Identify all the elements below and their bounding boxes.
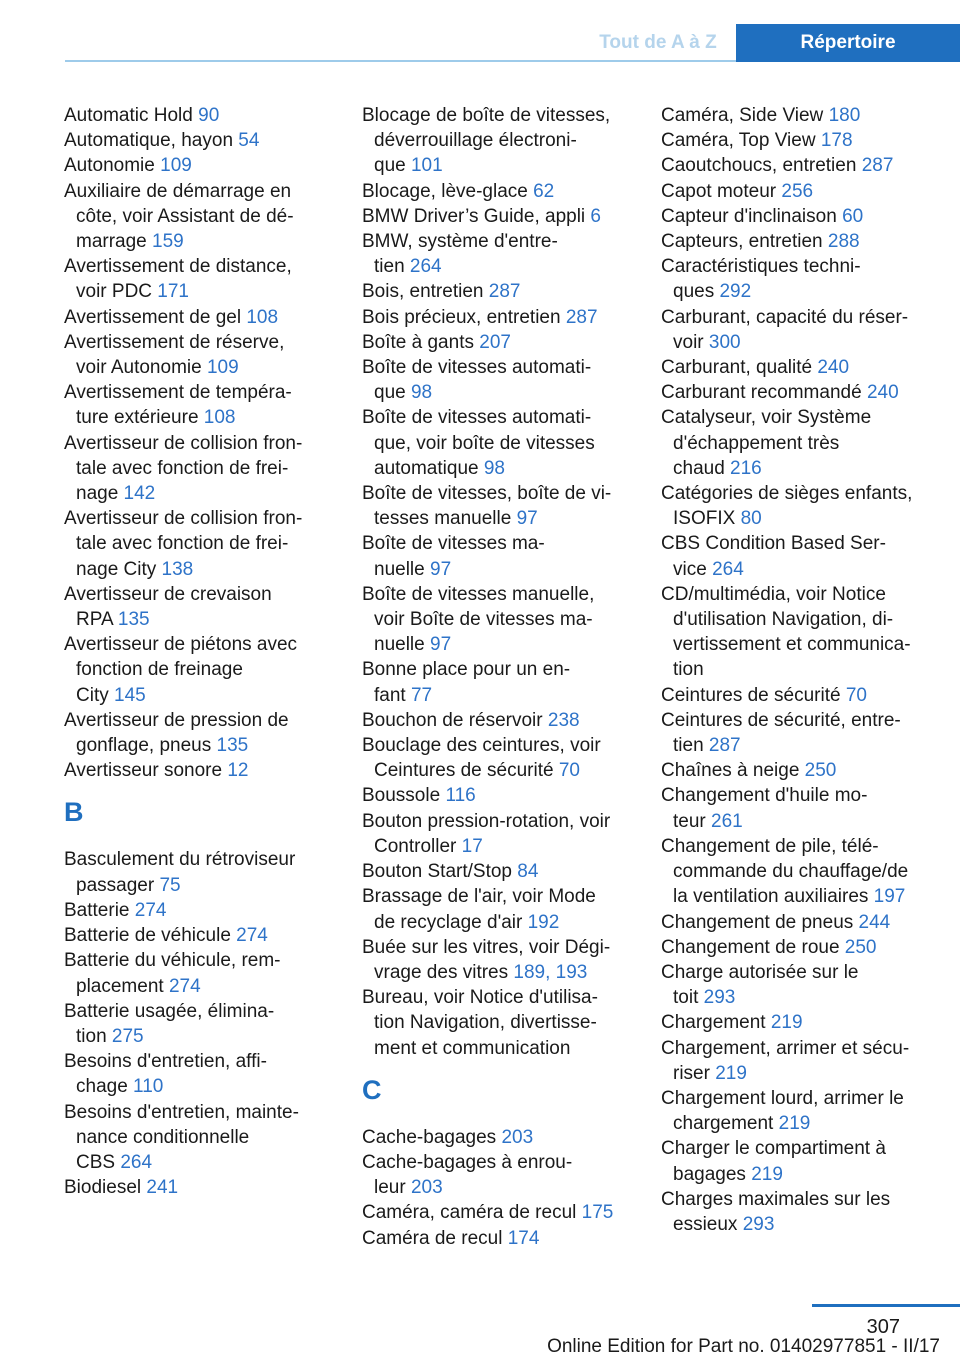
index-term: Bouchon de réservoir	[362, 709, 548, 731]
page-reference-link[interactable]: 138	[161, 558, 194, 580]
index-entry	[64, 1049, 334, 1099]
index-entry	[661, 910, 936, 935]
index-term: Avertisseur de collision fron- tale avec fonction de frei- nage	[64, 432, 303, 505]
page-reference-link[interactable]: 241	[146, 1177, 179, 1199]
index-term: Boussole	[362, 785, 446, 807]
index-entry	[362, 582, 632, 658]
index-entry	[64, 923, 334, 948]
index-term: Bouclage des ceintures, voir Ceintures de sécurité	[362, 735, 601, 782]
index-entry	[362, 884, 632, 934]
page-reference-link[interactable]: 142	[123, 483, 156, 505]
index-entry	[362, 985, 632, 1061]
page-reference-link[interactable]: 108	[203, 407, 236, 429]
index-entry	[64, 506, 334, 582]
index-entry	[661, 783, 936, 833]
index-entry	[64, 305, 334, 330]
page-reference-link[interactable]: 97	[516, 508, 538, 530]
index-entry	[661, 531, 936, 581]
index-entry	[362, 1125, 632, 1150]
page-reference-link[interactable]: 240	[817, 357, 850, 379]
index-entry	[64, 330, 334, 380]
page-reference-link[interactable]: 159	[152, 231, 184, 253]
index-term: Capot moteur	[661, 180, 782, 202]
page-reference-link[interactable]: 207	[479, 331, 511, 353]
index-entry	[661, 1187, 936, 1237]
page-reference-link[interactable]: 75	[159, 874, 181, 896]
index-term: Besoins d'entretien, mainte- nance conditionnelle CBS	[64, 1101, 299, 1173]
index-entry	[661, 834, 936, 910]
index-term: Caractéristiques techni- ques	[661, 256, 861, 303]
index-term: Carburant recommandé	[661, 382, 867, 404]
index-term: Brassage de l'air, voir Mode de recyclage d'air	[362, 886, 596, 933]
index-term: Bois, entretien	[362, 281, 489, 303]
page-reference-link[interactable]: 292	[719, 281, 752, 303]
index-term: Avertisseur de crevaison RPA	[64, 583, 272, 631]
index-term: BMW Driver’s Guide, appli	[362, 205, 591, 227]
page-reference-link[interactable]: 97	[430, 558, 452, 580]
index-term: Avertissement de réserve, voir Autonomie	[64, 331, 285, 379]
page-reference-link[interactable]: 174	[507, 1227, 540, 1249]
index-term: Charger le compartiment à bagages	[661, 1138, 886, 1185]
page-reference-link[interactable]: 108	[246, 306, 279, 328]
index-term: Boîte de vitesses automati- que	[362, 357, 592, 404]
index-entry	[64, 632, 334, 708]
index-term: Charge autorisée sur le toit	[661, 961, 859, 1009]
page-number: 307	[866, 1316, 900, 1338]
index-entry	[64, 1100, 334, 1176]
index-term: Buée sur les vitres, voir Dégi- vrage des vitres	[362, 936, 611, 983]
page-reference-link[interactable]: 70	[845, 684, 867, 706]
index-entry	[661, 935, 936, 960]
page-reference-link[interactable]: 275	[111, 1025, 144, 1047]
index-term: Capteurs, entretien	[661, 231, 828, 253]
index-entry	[661, 254, 936, 304]
index-entry	[661, 405, 936, 481]
page-reference-link[interactable]: 287	[861, 155, 894, 177]
index-term: Boîte à gants	[362, 331, 480, 353]
page-reference-link[interactable]: 116	[445, 785, 476, 807]
index-entry	[64, 103, 334, 128]
index-entry	[362, 859, 632, 884]
index-term: Avertisseur de pression de gonflage, pneus	[64, 709, 289, 757]
page-reference-link[interactable]: 90	[198, 105, 220, 126]
index-term: Boîte de vitesses, boîte de vi- tesses manuelle	[362, 483, 612, 530]
index-entry	[64, 380, 334, 430]
tab-repertoire[interactable]: Répertoire	[736, 24, 960, 62]
page-reference-link[interactable]: 98	[410, 382, 433, 404]
index-entry	[64, 898, 334, 923]
index-entry	[661, 582, 936, 683]
index-term: Auxiliaire de démarrage en côte, voir Assistant de dé- marrage	[64, 180, 294, 253]
index-entry	[362, 809, 632, 859]
index-entry	[661, 103, 936, 128]
index-term: Bois précieux, entretien	[362, 306, 566, 328]
index-term: Avertissement de gel	[64, 306, 247, 328]
index-entry	[661, 204, 936, 229]
index-entry	[362, 279, 632, 304]
page-reference-link[interactable]: 62	[533, 180, 555, 202]
page-reference-link[interactable]: 60	[842, 205, 864, 227]
index-entry	[661, 683, 936, 708]
index-term: Capteur d'inclinaison	[661, 205, 843, 227]
page-reference-link[interactable]: 256	[781, 180, 814, 202]
page-reference-link[interactable]: 178	[820, 130, 853, 152]
index-term: Batterie usagée, élimina- tion	[64, 1000, 275, 1047]
index-entry	[64, 999, 334, 1049]
page-reference-link[interactable]: 300	[708, 331, 741, 353]
index-entry	[362, 1200, 632, 1225]
index-term: Bonne place pour un en- fant	[362, 659, 571, 706]
index-term: Catégories de sièges enfants, ISOFIX	[661, 483, 913, 530]
page-reference-link[interactable]: 12	[227, 760, 249, 782]
index-column-3	[661, 103, 936, 1237]
index-entry	[362, 733, 632, 783]
page-reference-link[interactable]: 80	[740, 508, 762, 530]
page-reference-link[interactable]: 110	[133, 1076, 164, 1098]
page-reference-link[interactable]: 54	[238, 130, 260, 152]
index-term: Bouton Start/Stop	[362, 861, 518, 883]
index-entry	[661, 708, 936, 758]
page-reference-link[interactable]: 197	[873, 886, 906, 908]
index-column-2	[362, 103, 632, 1251]
index-entry	[64, 128, 334, 153]
index-entry	[362, 355, 632, 405]
index-entry	[64, 153, 334, 178]
index-term: Basculement du rétroviseur passager	[64, 849, 296, 896]
index-entry	[64, 708, 334, 758]
index-term: Catalyseur, voir Système d'échappement très chaud	[661, 407, 872, 479]
index-term: Blocage de boîte de vitesses, déverrouillage électroni- que	[362, 105, 611, 177]
page-reference-link[interactable]: 175	[581, 1202, 614, 1224]
index-entry	[661, 960, 936, 1010]
index-term: Changement de pile, télé- commande du chauffage/de la ventilation auxiliaires	[661, 835, 909, 908]
index-term: Automatic Hold	[64, 105, 199, 126]
index-entry	[661, 481, 936, 531]
page-reference-link[interactable]: 70	[558, 760, 580, 782]
index-entry	[362, 531, 632, 581]
page-reference-link[interactable]: 203	[501, 1126, 534, 1148]
index-term: Changement d'huile mo- teur	[661, 785, 868, 832]
index-term: Ceintures de sécurité, entre- tien	[661, 709, 901, 757]
index-term: Besoins d'entretien, affi- chage	[64, 1051, 267, 1098]
index-term: Chargement	[661, 1012, 771, 1034]
index-term: Caoutchoucs, entretien	[661, 155, 862, 177]
index-term: Ceintures de sécurité	[661, 684, 846, 706]
page-reference-link[interactable]: 264	[712, 558, 744, 580]
index-entry	[64, 254, 334, 304]
page-reference-link[interactable]: 180	[828, 105, 861, 126]
index-term: Caméra, Side View	[661, 105, 829, 126]
edition-footer: Online Edition for Part no. 01402977851 - II/17	[547, 1336, 940, 1357]
page-reference-link[interactable]: 135	[117, 609, 150, 631]
page-reference-link[interactable]: 135	[216, 735, 249, 757]
index-entry	[661, 758, 936, 783]
index-term: Carburant, qualité	[661, 357, 818, 379]
index-entry	[661, 1010, 936, 1035]
index-term: Automatique, hayon	[64, 130, 239, 152]
index-entry	[362, 708, 632, 733]
page-reference-link[interactable]: 288	[827, 231, 860, 253]
index-term: Bureau, voir Notice d'utilisa- tion Navigation, divertisse- ment et communication	[362, 987, 598, 1059]
index-term: Boîte de vitesses automati- que, voir boîte de vitesses automatique	[362, 407, 595, 479]
page-reference-link[interactable]: 287	[708, 735, 741, 757]
page-reference-link[interactable]: 84	[517, 861, 539, 883]
index-term: Caméra de recul	[362, 1227, 508, 1249]
index-entry	[64, 431, 334, 507]
index-entry	[362, 657, 632, 707]
index-term: Changement de roue	[661, 936, 845, 958]
index-entry	[362, 305, 632, 330]
page-reference-link[interactable]: 203	[410, 1177, 443, 1199]
page-reference-link[interactable]: 171	[157, 281, 189, 303]
index-entry	[362, 204, 632, 229]
page-reference-link[interactable]: 274	[168, 975, 201, 997]
index-entry	[362, 330, 632, 355]
index-entry	[64, 179, 334, 255]
index-entry	[64, 758, 334, 783]
index-entry	[661, 305, 936, 355]
index-term: Avertisseur de collision fron- tale avec fonction de frei- nage City	[64, 508, 303, 580]
index-entry	[362, 179, 632, 204]
index-term: Blocage, lève-glace	[362, 180, 534, 202]
page-reference-link[interactable]: 17	[461, 835, 483, 857]
index-entry	[362, 1150, 632, 1200]
index-term: Biodiesel	[64, 1177, 147, 1199]
page-reference-link[interactable]: 98	[483, 457, 505, 479]
page-reference-link[interactable]: 250	[804, 760, 837, 782]
page-reference-link[interactable]: 250	[844, 936, 877, 958]
index-term: BMW, système d'entre- tien	[362, 231, 558, 278]
page-reference-link[interactable]: 238	[547, 709, 580, 731]
page-reference-link[interactable]: 145	[114, 684, 146, 706]
footer-rule	[812, 1304, 960, 1307]
page-reference-link[interactable]: 264	[409, 256, 442, 278]
index-entry	[64, 1175, 334, 1200]
index-term: Cache-bagages	[362, 1126, 502, 1148]
index-term: CD/multimédia, voir Notice d'utilisation Navigation, di- vertissement et communica- tion	[661, 583, 911, 681]
index-entry	[661, 355, 936, 380]
index-term: Chaînes à neige	[661, 760, 805, 782]
index-term: Batterie	[64, 899, 135, 921]
index-term: Caméra, caméra de recul	[362, 1202, 582, 1224]
page-reference-link[interactable]: 293	[742, 1213, 775, 1235]
index-entry	[661, 1136, 936, 1186]
index-entry	[362, 783, 632, 808]
index-term: Charges maximales sur les essieux	[661, 1188, 891, 1235]
index-entry	[661, 128, 936, 153]
page-reference-link[interactable]: 287	[565, 306, 598, 328]
index-letter-heading: B	[64, 797, 84, 828]
index-term: Bouton pression-rotation, voir Controller	[362, 810, 611, 857]
page-reference-link[interactable]: 264	[120, 1151, 153, 1173]
index-term: Changement de pneus	[661, 911, 859, 933]
index-term: Carburant, capacité du réser- voir	[661, 306, 909, 353]
page-reference-link[interactable]: 216	[730, 457, 762, 479]
index-term: Caméra, Top View	[661, 130, 821, 152]
page-reference-link[interactable]: 261	[711, 810, 743, 832]
page-reference-link[interactable]: 293	[703, 987, 736, 1009]
page-reference-link[interactable]: 189, 193	[513, 961, 588, 983]
index-term: Avertisseur sonore	[64, 760, 228, 782]
tab-tout-de-a-a-z[interactable]: Tout de A à Z	[599, 32, 717, 53]
index-entry	[362, 1226, 632, 1251]
page-reference-link[interactable]: 97	[430, 634, 452, 656]
index-entry	[661, 179, 936, 204]
index-term: Batterie de véhicule	[64, 925, 237, 947]
page-reference-link[interactable]: 101	[410, 155, 443, 177]
page-reference-link[interactable]: 109	[206, 357, 239, 379]
page-reference-link[interactable]: 77	[410, 684, 433, 706]
index-letter-heading: C	[362, 1074, 382, 1105]
index-entry	[661, 1086, 936, 1136]
page-reference-link[interactable]: 219	[778, 1113, 811, 1135]
index-term: Boîte de vitesses manuelle, voir Boîte de vitesses ma- nuelle	[362, 583, 595, 656]
index-entry	[362, 481, 632, 531]
index-term: Chargement, arrimer et sécu- riser	[661, 1037, 910, 1084]
index-entry	[661, 1036, 936, 1086]
page-reference-link[interactable]: 219	[770, 1012, 803, 1034]
page-reference-link[interactable]: 274	[236, 925, 268, 947]
index-entry	[661, 153, 936, 178]
index-term: Batterie du véhicule, rem- placement	[64, 950, 281, 997]
index-entry	[64, 948, 334, 998]
page-reference-link[interactable]: 287	[488, 281, 521, 303]
page-reference-link[interactable]: 240	[866, 382, 899, 404]
index-column-1	[64, 103, 334, 1200]
page-reference-link[interactable]: 109	[160, 155, 192, 177]
index-entry	[362, 935, 632, 985]
page-reference-link[interactable]: 6	[590, 205, 601, 227]
index-term: Avertissement de tempéra- ture extérieure	[64, 382, 292, 429]
index-entry	[64, 847, 334, 897]
index-entry	[362, 405, 632, 481]
index-term: Chargement lourd, arrimer le chargement	[661, 1087, 904, 1135]
page-reference-link[interactable]: 274	[134, 899, 167, 921]
index-term: Cache-bagages à enrou- leur	[362, 1151, 573, 1199]
page-reference-link[interactable]: 219	[751, 1163, 783, 1185]
index-entry	[661, 229, 936, 254]
index-term: CBS Condition Based Ser- vice	[661, 533, 886, 580]
index-entry	[661, 380, 936, 405]
page-reference-link[interactable]: 192	[527, 911, 560, 933]
index-entry	[362, 229, 632, 279]
index-term: Avertisseur de piétons avec fonction de freinage City	[64, 634, 298, 706]
page-reference-link[interactable]: 219	[715, 1062, 747, 1084]
index-term: Avertissement de distance, voir PDC	[64, 256, 292, 303]
index-term: Autonomie	[64, 155, 161, 177]
page-reference-link[interactable]: 244	[858, 911, 891, 933]
index-entry	[362, 103, 632, 179]
index-term: Boîte de vitesses ma- nuelle	[362, 533, 545, 580]
index-entry	[64, 582, 334, 632]
